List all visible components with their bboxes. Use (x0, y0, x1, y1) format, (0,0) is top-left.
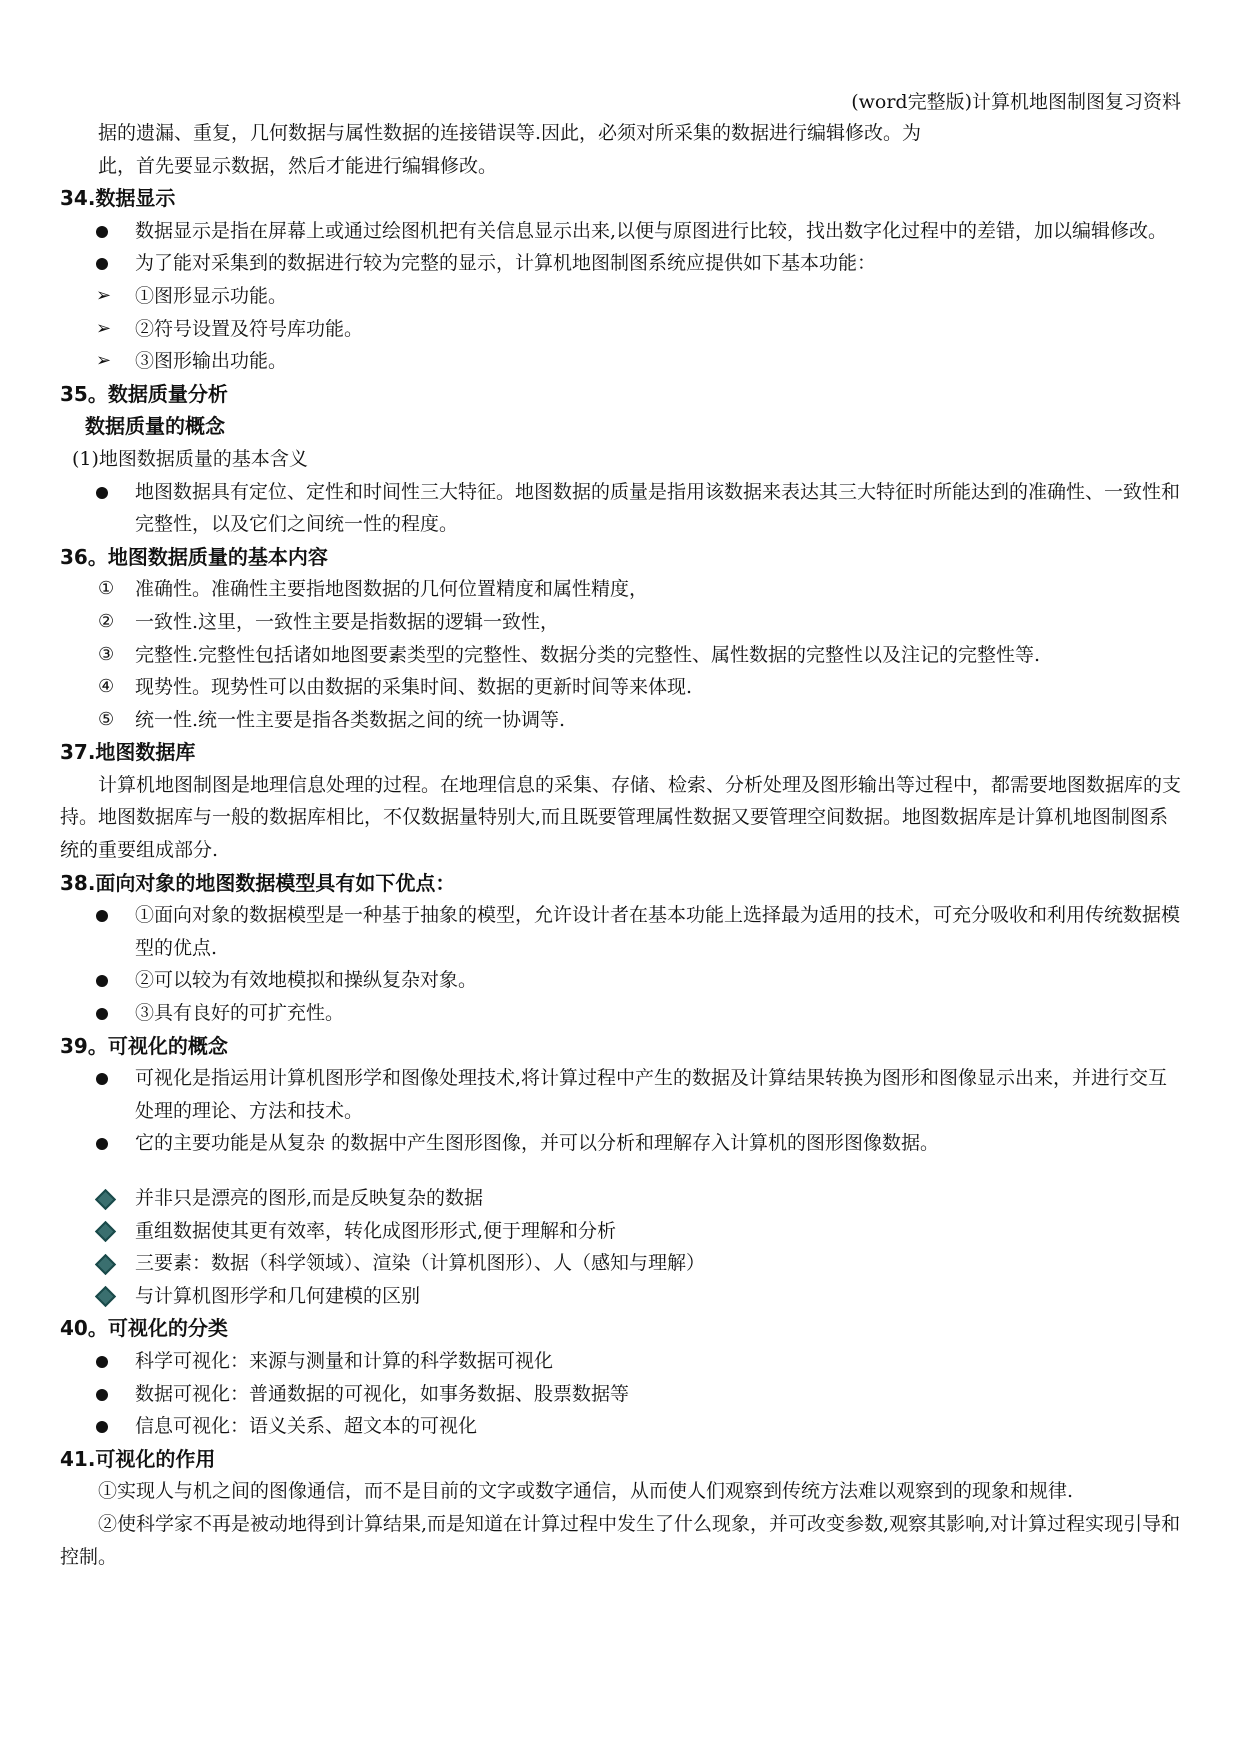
paragraph: ②使科学家不再是被动地得到计算结果,而是知道在计算过程中发生了什么现象，并可改变参数,观察其影响,对计算过程实现引导和控制。 (60, 1512, 1181, 1568)
diamond-icon (95, 1188, 116, 1209)
list-item: 地图数据具有定位、定性和时间性三大特征。地图数据的质量是指用该数据来表达其三大特征时所能达到的准确性、一致性和完整性，以及它们之间统一性的程度。 (60, 476, 1183, 541)
bullet-icon (96, 975, 108, 987)
list-item: 科学可视化：来源与测量和计算的科学数据可视化 (60, 1345, 1183, 1378)
list-item: ②可以较为有效地模拟和操纵复杂对象。 (60, 964, 1183, 997)
paragraph: ①实现人与机之间的图像通信，而不是目前的文字或数字通信，从而使人们观察到传统方法难以观察到的现象和规律. (98, 1480, 1074, 1503)
bullet-icon (96, 910, 108, 922)
section-heading-41: 41.可视化的作用 (60, 1446, 216, 1471)
diamond-icon (95, 1254, 116, 1275)
list-item: 为了能对采集到的数据进行较为完整的显示，计算机地图制图系统应提供如下基本功能： (60, 247, 1183, 280)
section-heading-37: 37.地图数据库 (60, 740, 196, 765)
section-heading-35: 35。数据质量分析 (60, 381, 228, 406)
list-item: 数据可视化：普通数据的可视化，如事务数据、股票数据等 (60, 1378, 1183, 1411)
list-item: ➢ ③图形输出功能。 (60, 345, 1183, 378)
document-body (60, 117, 1183, 1573)
paragraph: 计算机地图制图是地理信息处理的过程。在地理信息的采集、存储、检索、分析处理及图形输出等过程中，都需要地图数据库的支持。地图数据库与一般的数据库相比，不仅数据量特别大,而且既要管理属性数据又要管理空间数据。地图数据库是计算机地图制图系统的重要组成部分. (60, 773, 1182, 862)
arrow-icon: ➢ (96, 317, 112, 339)
bullet-icon (96, 1389, 108, 1401)
list-item: ➢ ②符号设置及符号库功能。 (60, 313, 1183, 346)
bullet-icon (96, 1008, 108, 1020)
numbered-list (60, 573, 1183, 736)
list-item: 三要素：数据（科学领域）、渲染（计算机图形）、人（感知与理解） (60, 1247, 1183, 1280)
numbered-item (60, 639, 1183, 672)
section-heading-40: 40。可视化的分类 (60, 1316, 228, 1341)
bullet-icon (96, 226, 108, 238)
item-number: ③ (98, 643, 115, 665)
paragraph: 据的遗漏、重复，几何数据与属性数据的连接错误等.因此，必须对所采集的数据进行编辑修改。为 (98, 122, 922, 144)
item-number: ② (98, 610, 115, 632)
numbered-item (60, 573, 1183, 606)
list-item: 可视化是指运用计算机图形学和图像处理技术,将计算过程中产生的数据及计算结果转换为图形和图像显示出来，并进行交互处理的理论、方法和技术。 (60, 1062, 1183, 1127)
list-item: 信息可视化：语义关系、超文本的可视化 (60, 1410, 1183, 1443)
item-number: ④ (98, 676, 115, 698)
list-item: ③具有良好的可扩充性。 (60, 997, 1183, 1030)
list-item: 并非只是漂亮的图形,而是反映复杂的数据 (60, 1182, 1183, 1215)
section-heading-34: 34.数据显示 (60, 186, 176, 211)
diamond-icon (95, 1286, 116, 1307)
arrow-icon: ➢ (96, 350, 112, 372)
list-item: 它的主要功能是从复杂 的数据中产生图形图像，并可以分析和理解存入计算机的图形图像数据。 (60, 1127, 1183, 1160)
page-header: (word完整版)计算机地图制图复习资料 (851, 91, 1181, 113)
bullet-icon (96, 1356, 108, 1368)
list-item: 数据显示是指在屏幕上或通过绘图机把有关信息显示出来,以便与原图进行比较，找出数字化过程中的差错，加以编辑修改。 (60, 215, 1183, 248)
item-number: ⑤ (98, 708, 115, 730)
section-heading-39: 39。可视化的概念 (60, 1033, 228, 1058)
paragraph: 此，首先要显示数据，然后才能进行编辑修改。 (98, 154, 498, 177)
item-text: 现势性。现势性可以由数据的采集时间、数据的更新时间等来体现. (135, 676, 693, 699)
arrow-icon: ➢ (96, 284, 112, 306)
list-item: ➢ ①图形显示功能。 (60, 280, 1183, 313)
numbered-item (60, 606, 1183, 639)
subheading: 数据质量的概念 (85, 414, 225, 439)
numbered-item (60, 671, 1183, 704)
list-item: 重组数据使其更有效率，转化成图形形式,便于理解和分析 (60, 1215, 1183, 1248)
bullet-icon (96, 1073, 108, 1085)
item-text: 完整性.完整性包括诸如地图要素类型的完整性、数据分类的完整性、属性数据的完整性以及注记的完整性等. (135, 643, 1041, 666)
bullet-icon (96, 487, 108, 499)
bullet-icon (96, 258, 108, 270)
section-heading-38: 38.面向对象的地图数据模型具有如下优点： (60, 870, 456, 895)
item-text: 统一性.统一性主要是指各类数据之间的统一协调等. (135, 708, 566, 731)
diamond-icon (95, 1221, 116, 1242)
item-text: 一致性.这里，一致性主要是指数据的逻辑一致性， (135, 610, 560, 633)
list-item: 与计算机图形学和几何建模的区别 (60, 1280, 1183, 1313)
bullet-icon (96, 1421, 108, 1433)
item-text: 准确性。准确性主要指地图数据的几何位置精度和属性精度， (135, 578, 649, 601)
section-heading-36: 36。地图数据质量的基本内容 (60, 544, 328, 569)
list-item: ①面向对象的数据模型是一种基于抽象的模型，允许设计者在基本功能上选择最为适用的技术，可充分吸收和利用传统数据模型的优点. (60, 899, 1183, 964)
numbered-item (60, 704, 1183, 737)
bullet-icon (96, 1138, 108, 1150)
subheading: (1)地图数据质量的基本含义 (72, 447, 308, 470)
item-number: ① (98, 578, 115, 600)
